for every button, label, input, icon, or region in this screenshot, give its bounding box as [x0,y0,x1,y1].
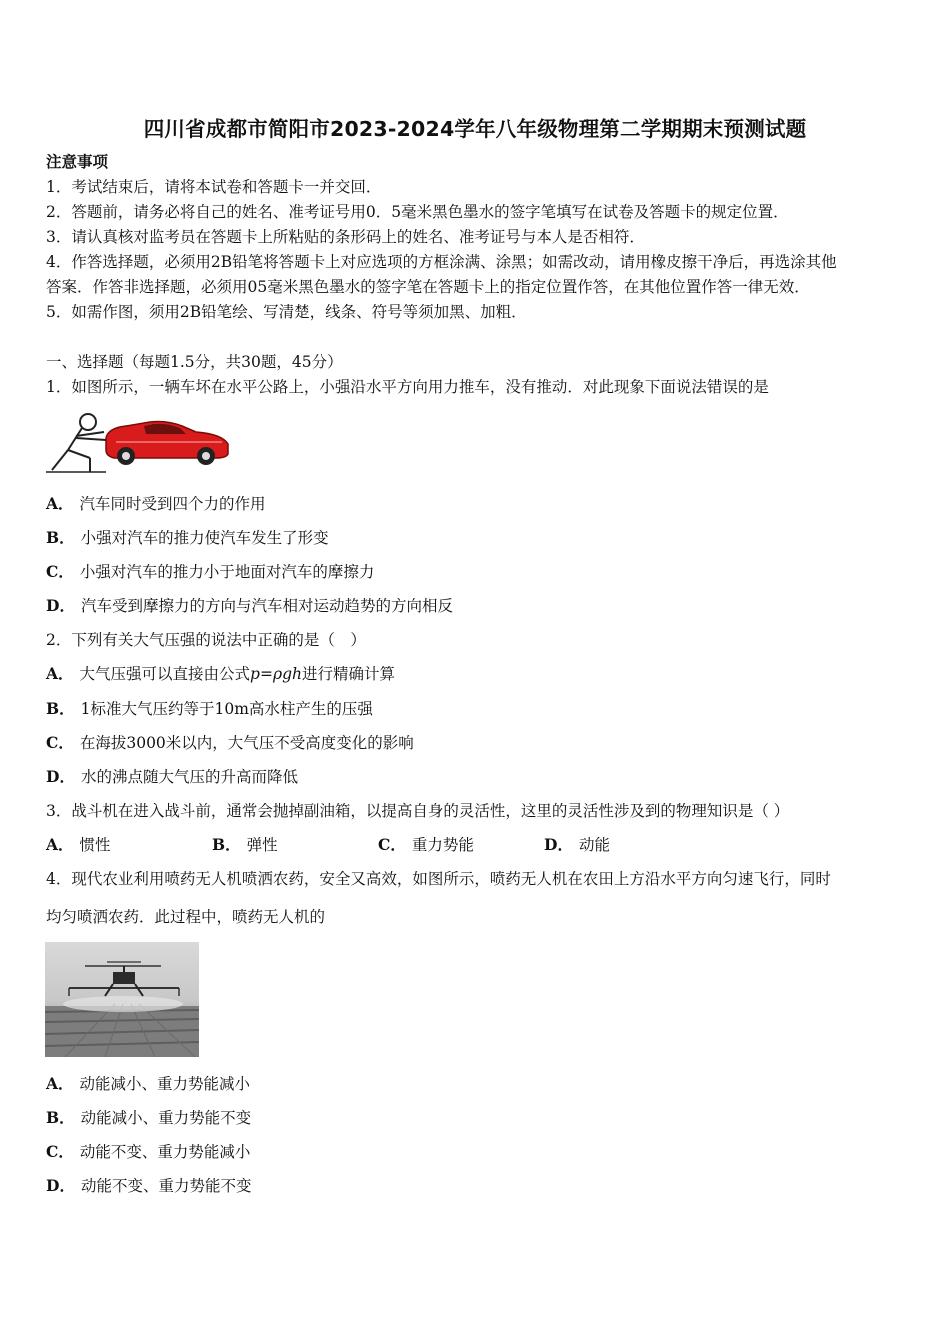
question-1-option-a: A． 汽车同时受到四个力的作用 [46,494,266,513]
question-3-option-c: C． 重力势能 [378,835,474,854]
question-1-option-c: C． 小强对汽车的推力小于地面对汽车的摩擦力 [46,562,375,581]
question-4-stem-continued: 均匀喷洒农药．此过程中，喷药无人机的 [46,908,326,926]
question-3-option-a: A． 惯性 [46,835,111,854]
question-4-option-d: D． 动能不变、重力势能不变 [46,1176,252,1195]
question-2-option-a: A． 大气压强可以直接由公式p=ρgh进行精确计算 [46,664,395,683]
notice-heading: 注意事项 [46,153,109,171]
question-1-option-d: D． 汽车受到摩擦力的方向与汽车相对运动趋势的方向相反 [46,596,453,615]
question-3-option-b: B． 弹性 [212,835,278,854]
drone-spraying-photo [45,942,199,1057]
question-2-stem: 2．下列有关大气压强的说法中正确的是（ ） [46,631,366,649]
question-2-option-d: D． 水的沸点随大气压的升高而降低 [46,767,298,786]
notice-item: 2．答题前，请务必将自己的姓名、准考证号用0．5毫米黑色墨水的签字笔填写在试卷及答题卡的规定位置． [46,203,789,221]
notice-item: 5．如需作图，须用2B铅笔绘、写清楚，线条、符号等须加黑、加粗． [46,303,527,321]
section-heading: 一、选择题（每题1.5分，共30题，45分） [46,353,343,371]
question-4-stem: 4．现代农业利用喷药无人机喷洒农药，安全又高效，如图所示，喷药无人机在农田上方沿水平方向匀速飞行，同时 [46,870,831,888]
car-pushing-figure [46,408,230,476]
question-4-option-a: A． 动能减小、重力势能减小 [46,1074,251,1093]
question-1-stem: 1．如图所示，一辆车坏在水平公路上，小强沿水平方向用力推车，没有推动．对此现象下面说法错误的是 [46,378,769,396]
question-2-option-c: C． 在海拔3000米以内，大气压不受高度变化的影响 [46,733,414,752]
question-3-stem: 3．战斗机在进入战斗前，通常会抛掉副油箱，以提高自身的灵活性，这里的灵活性涉及到的物理知识是（ ） [46,802,790,820]
question-1-option-b: B． 小强对汽车的推力使汽车发生了形变 [46,528,329,547]
question-4-option-b: B． 动能减小、重力势能不变 [46,1108,252,1127]
question-4-option-c: C． 动能不变、重力势能减小 [46,1142,251,1161]
question-3-option-d: D． 动能 [544,835,610,854]
notice-item: 答案．作答非选择题，必须用05毫米黑色墨水的签字笔在答题卡上的指定位置作答，在其他位置作答一律无效． [46,278,810,296]
notice-item: 4．作答选择题，必须用2B铅笔将答题卡上对应选项的方框涂满、涂黑；如需改动，请用橡皮擦干净后，再选涂其他 [46,253,837,271]
question-2-option-b: B． 1标准大气压约等于10m高水柱产生的压强 [46,699,373,718]
notice-item: 1．考试结束后，请将本试卷和答题卡一并交回． [46,178,382,196]
page-title: 四川省成都市简阳市2023-2024学年八年级物理第二学期期末预测试题 [143,117,807,141]
formula: p=ρgh [250,665,302,683]
notice-item: 3．请认真核对监考员在答题卡上所粘贴的条形码上的姓名、准考证号与本人是否相符． [46,228,645,246]
question-3-options [46,835,610,855]
